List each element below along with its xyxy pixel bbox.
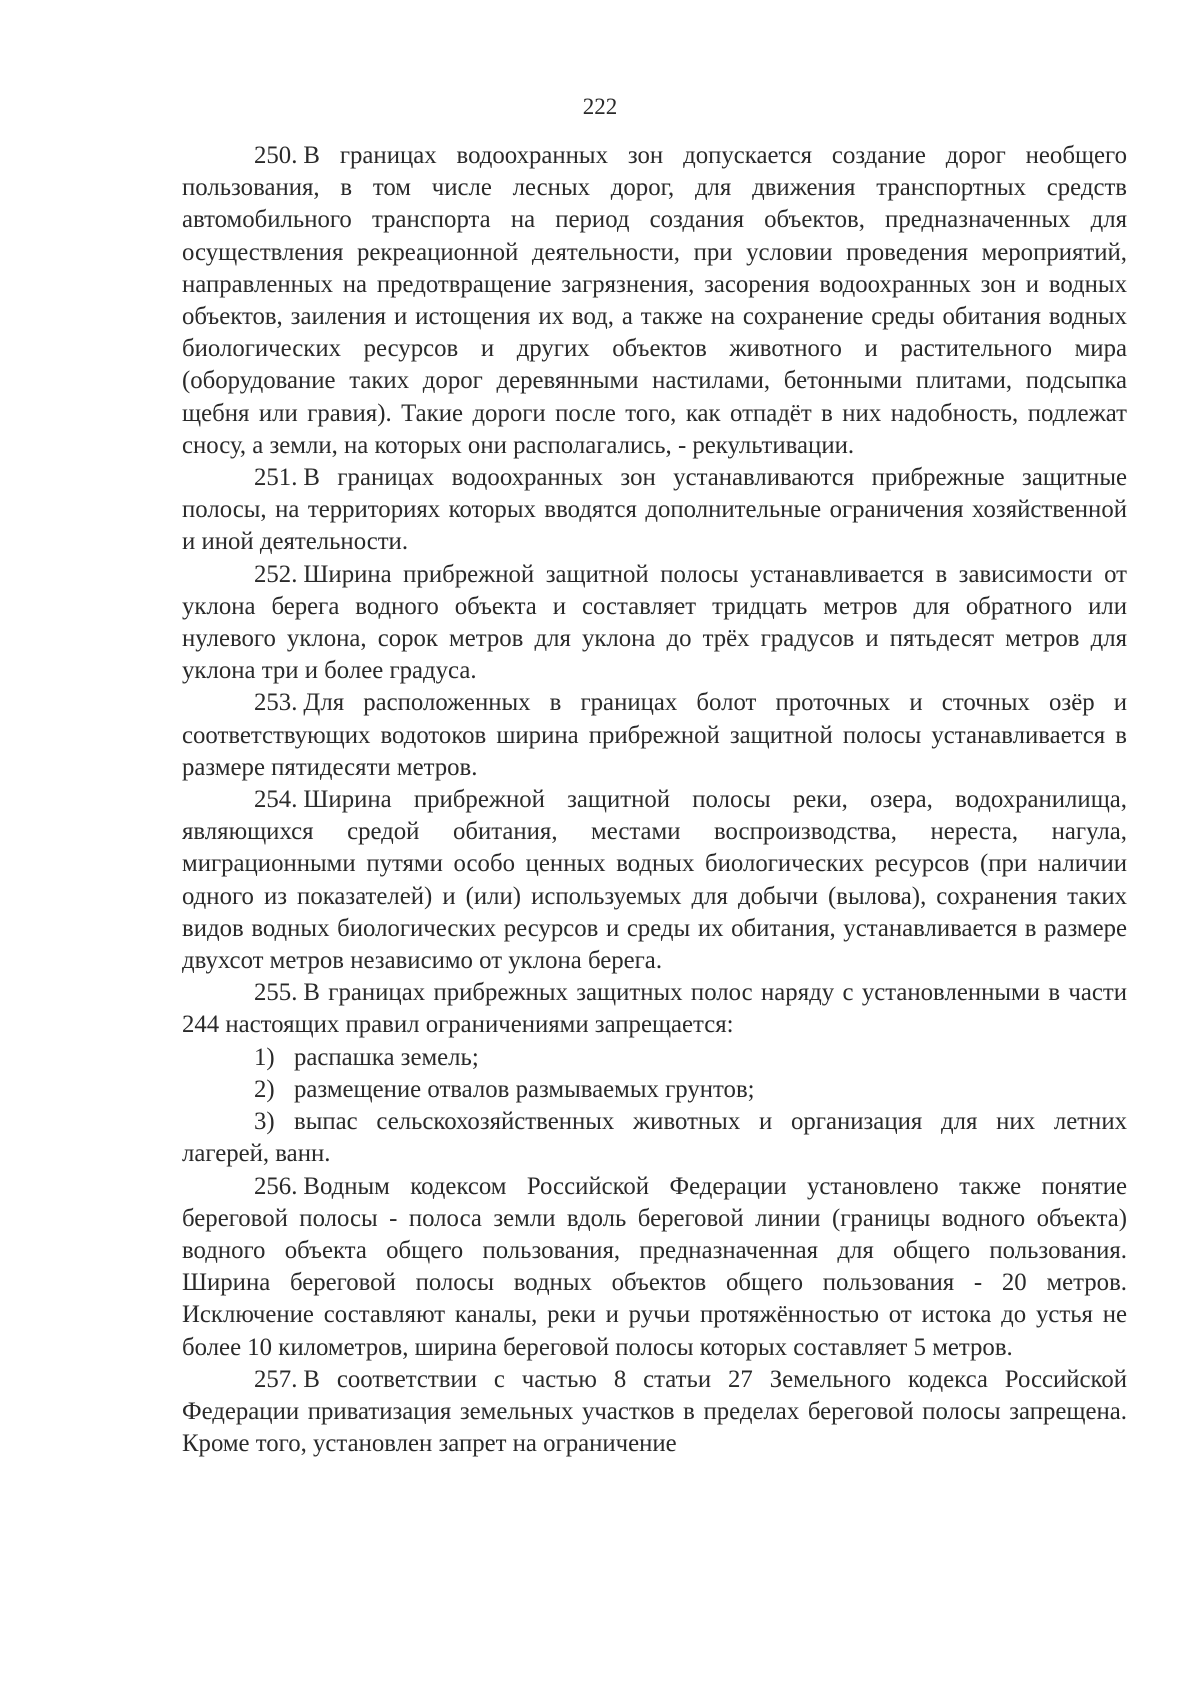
list-item-text: размещение отвалов размываемых грунтов; [294,1075,755,1103]
list-item-text: выпас сельскохозяйственных животных и организация для них летних лагерей, ванн. [182,1108,1127,1168]
paragraph-number: 254. [254,786,298,814]
paragraph-text: В границах водоохранных зон устанавливаются прибрежные защитные полосы, на территориях которых вводятся дополнительные ограничения хозяйственной и иной деятельности. [182,464,1127,556]
paragraph-250 [182,140,1127,462]
paragraph-text: Для расположенных в границах болот проточных и сточных озёр и соответствующих водотоков ширина прибрежной защитной полосы устанавливается в размере пятидесяти метров. [182,689,1127,781]
paragraph-text: Ширина прибрежной защитной полосы устанавливается в зависимости от уклона берега водного объекта и составляет тридцать метров для обратного или нулевого уклона, сорок метров для уклона до трёх градусов и пятьдесят метров для уклона три и более градуса. [182,560,1127,685]
list-item [182,1042,1127,1074]
paragraph-number: 255. [254,979,298,1007]
paragraph-number: 256. [254,1172,298,1200]
paragraph-text: В границах водоохранных зон допускается создание дорог необщего пользования, в том числе лесных дорог, для движения транспортных средств автомобильного транспорта на период создания объектов, предназначенных для осуществления рекреационной деятельности, при условии проведения мероприятий, направленных на предотвращение загрязнения, засорения водоохранных зон и водных объектов, заиления и истощения их вод, а также на сохранение среды обитания водных биологических ресурсов и других объектов животного и растительного мира (оборудование таких дорог деревянными настилами, бетонными плитами, подсыпка щебня или гравия). Такие дороги после того, как отпадёт в них надобность, подлежат сносу, а земли, на которых они располагались, - рекультивации. [182,142,1127,459]
paragraph-number: 251. [254,464,298,492]
paragraph-text: Водным кодексом Российской Федерации установлено также понятие береговой полосы - полоса земли вдоль береговой линии (границы водного объекта) водного объекта общего пользования, предназначенная для общего пользования. Ширина береговой полосы водных объектов общего пользования - 20 метров. Исключение составляют каналы, реки и ручьи протяжённостью от истока до устья не более 10 километров, ширина береговой полосы которых составляет 5 метров. [182,1172,1127,1361]
paragraph-number: 252. [254,560,298,588]
paragraph-253 [182,687,1127,784]
paragraph-251 [182,462,1127,559]
paragraph-number: 257. [254,1365,298,1393]
paragraph-252 [182,559,1127,688]
paragraph-text: Ширина прибрежной защитной полосы реки, озера, водохранилища, являющихся средой обитания, местами воспроизводства, нереста, нагула, миграционными путями особо ценных водных биологических ресурсов (при наличии одного из показателей) и (или) используемых для добычи (вылова), сохранения таких видов водных биологических ресурсов и среды их обитания, устанавливается в размере двухсот метров независимо от уклона берега. [182,786,1127,975]
list-item [182,1106,1127,1170]
paragraph-text: В границах прибрежных защитных полос наряду с установленными в части 244 настоящих правил ограничениями запрещается: [182,979,1127,1039]
paragraph-257 [182,1364,1127,1461]
paragraph-number: 250. [254,142,298,169]
list-marker: 2) [254,1075,275,1103]
document-body [182,140,1127,1460]
paragraph-256 [182,1171,1127,1364]
paragraph-number: 253. [254,689,298,717]
paragraph-254 [182,784,1127,977]
list-marker: 3) [254,1108,275,1136]
paragraph-text: В соответствии с частью 8 статьи 27 Земельного кодекса Российской Федерации приватизация земельных участков в пределах береговой полосы запрещена. Кроме того, установлен запрет на ограничение [182,1365,1127,1458]
list-item-text: распашка земель; [294,1043,479,1071]
list-item [182,1074,1127,1106]
page-number: 222 [582,94,618,119]
list-marker: 1) [254,1043,275,1071]
paragraph-255 [182,977,1127,1041]
